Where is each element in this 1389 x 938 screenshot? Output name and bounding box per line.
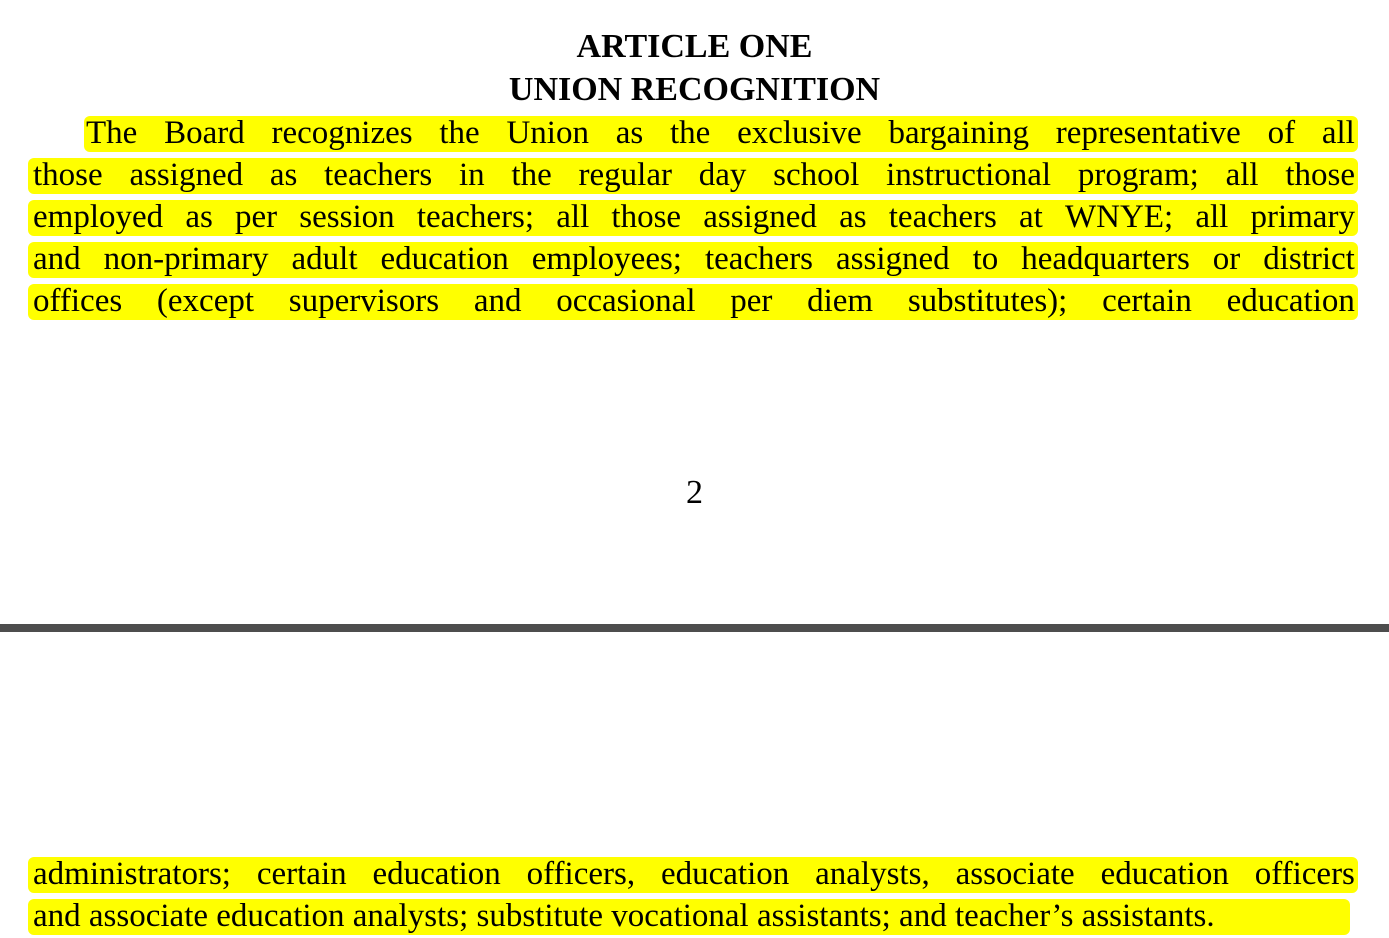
word: analysts, (815, 856, 930, 892)
word: of (1267, 115, 1296, 151)
word: education (372, 856, 501, 892)
word: teachers; (416, 199, 535, 235)
paragraph-line (86, 112, 1355, 154)
word: The (86, 115, 138, 151)
word: officers, (526, 856, 636, 892)
word: all (1225, 157, 1259, 193)
word: certain (256, 856, 347, 892)
word: headquarters (1021, 241, 1190, 277)
word: education (1226, 283, 1355, 319)
word: diem (807, 283, 874, 319)
paragraph-line (33, 280, 1355, 322)
word: employed (33, 199, 164, 235)
document-page-bottom (0, 632, 1389, 938)
word: per (234, 199, 278, 235)
word: all (1195, 199, 1229, 235)
word: assigned (835, 241, 950, 277)
word: session (299, 199, 395, 235)
word: all (1321, 115, 1355, 151)
word: instructional (886, 157, 1052, 193)
word: assigned (703, 199, 817, 235)
word: as (185, 199, 213, 235)
word: WNYE; (1065, 199, 1174, 235)
word: the (511, 157, 552, 193)
word: officers (1254, 856, 1355, 892)
word: supervisors (288, 283, 440, 319)
word: or (1212, 241, 1241, 277)
word: (except (156, 283, 255, 319)
word: administrators; (33, 856, 231, 892)
word: Union (506, 115, 589, 151)
word: education (1100, 856, 1229, 892)
word: teachers (888, 199, 997, 235)
word: offices (33, 283, 123, 319)
word: as (269, 157, 298, 193)
word: to (972, 241, 999, 277)
word: assigned (129, 157, 244, 193)
word: per (730, 283, 773, 319)
word: bargaining (888, 115, 1029, 151)
article-heading: ARTICLE ONE (576, 28, 813, 65)
word: those (33, 157, 103, 193)
word: representative (1055, 115, 1241, 151)
word: those (1285, 157, 1355, 193)
word: as (839, 199, 867, 235)
word: day (698, 157, 747, 193)
page-break-divider (0, 624, 1389, 632)
word: all (556, 199, 590, 235)
word: exclusive (737, 115, 862, 151)
word: at (1019, 199, 1043, 235)
word: those (611, 199, 682, 235)
word: substitutes); (907, 283, 1068, 319)
word: and (33, 241, 81, 277)
word: occasional (556, 283, 696, 319)
paragraph-line-last: and associate education analysts; substitute vocational assistants; and teacher’s assistants. (33, 898, 1215, 934)
word: education (660, 856, 790, 892)
word: Board (164, 115, 245, 151)
paragraph-line (33, 238, 1355, 280)
word: associate (955, 856, 1075, 892)
paragraph-line (33, 154, 1355, 196)
word: and (473, 283, 522, 319)
word: adult (291, 241, 358, 277)
paragraph-line (33, 196, 1355, 238)
word: in (458, 157, 485, 193)
paragraph-line (33, 853, 1355, 895)
word: district (1263, 241, 1355, 277)
page-number: 2 (686, 474, 703, 511)
word: program; (1077, 157, 1199, 193)
word: regular (578, 157, 672, 193)
article-subheading: UNION RECOGNITION (508, 71, 881, 108)
word: education (380, 241, 509, 277)
word: school (773, 157, 860, 193)
word: employees; (531, 241, 682, 277)
word: primary (1250, 199, 1355, 235)
word: teachers (324, 157, 433, 193)
word: non-primary (103, 241, 269, 277)
word: the (669, 115, 711, 151)
word: the (439, 115, 480, 151)
word: teachers (704, 241, 814, 277)
word: recognizes (271, 115, 413, 151)
word: as (615, 115, 644, 151)
word: certain (1102, 283, 1192, 319)
